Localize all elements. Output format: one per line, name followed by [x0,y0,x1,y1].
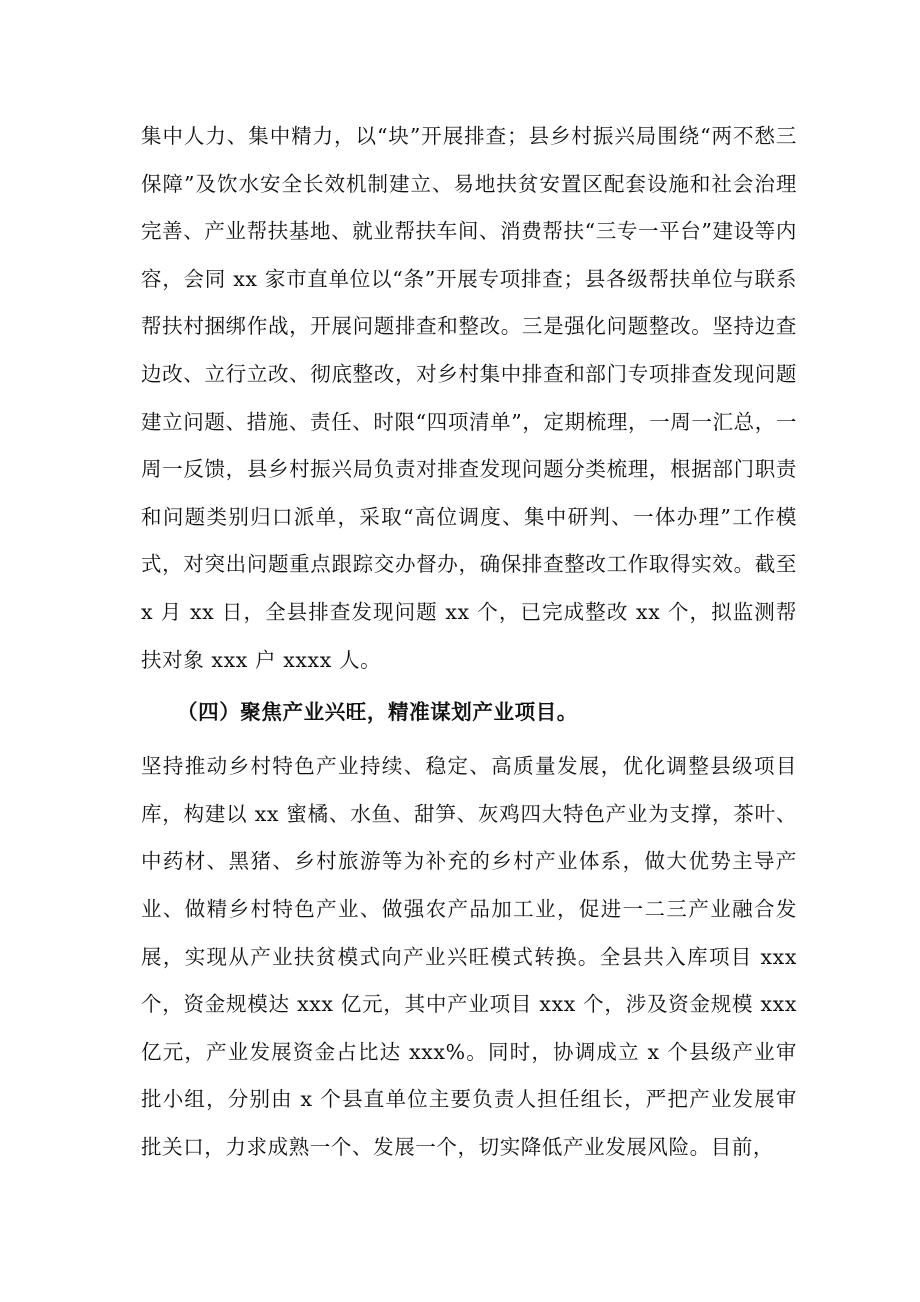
section-heading: （四）聚焦产业兴旺，精准谋划产业项目。 [177,700,578,725]
document-body [141,113,797,1171]
paragraph-text: 集中人力、集中精力，以“块”开展排查；县乡村振兴局围绕“两不愁三保障”及饮水安全长效机制建立、易地扶贫安置区配套设施和社会治理完善、产业帮扶基地、就业帮扶车间、消费帮扶“三专一平台”建设等内容，会同 xx 家市直单位以“条”开展专项排查；县各级帮扶单位与联系帮扶村捆绑作战，开展问题排查和整改。三是强化问题整改。坚持边查边改、立行立改、彻底整改，对乡村集中排查和部门专项排查发现问题建立问题、措施、责任、时限“四项清单”，定期梳理，一周一汇总，一周一反馈，县乡村振兴局负责对排查发现问题分类梳理，根据部门职责和问题类别归口派单，采取“高位调度、集中研判、一体办理”工作模式，对突出问题重点跟踪交办督办，确保排查整改工作取得实效。截至 x 月 xx 日，全县排查发现问题 xx 个，已完成整改 xx 个，拟监测帮扶对象 xxx 户 xxxx 人。 [141,124,797,672]
paragraph-text: 坚持推动乡村特色产业持续、稳定、高质量发展，优化调整县级项目库，构建以 xx 蜜橘、水鱼、甜笋、灰鸡四大特色产业为支撑，茶叶、中药材、黑猪、乡村旅游等为补充的乡村产业体系，做大优势主导产业、做精乡村特色产业、做强农产品加工业，促进一二三产业融合发展，实现从产业扶贫模式向产业兴旺模式转换。全县共入库项目 xxx 个，资金规模达 xxx 亿元，其中产业项目 xxx 个，涉及资金规模 xxx 亿元，产业发展资金占比达 xxx%。同时，协调成立 x 个县级产业审批小组，分别由 x 个县直单位主要负责人担任组长，严把产业发展审批关口，力求成熟一个、发展一个，切实降低产业发展风险。目前， [141,754,797,1159]
